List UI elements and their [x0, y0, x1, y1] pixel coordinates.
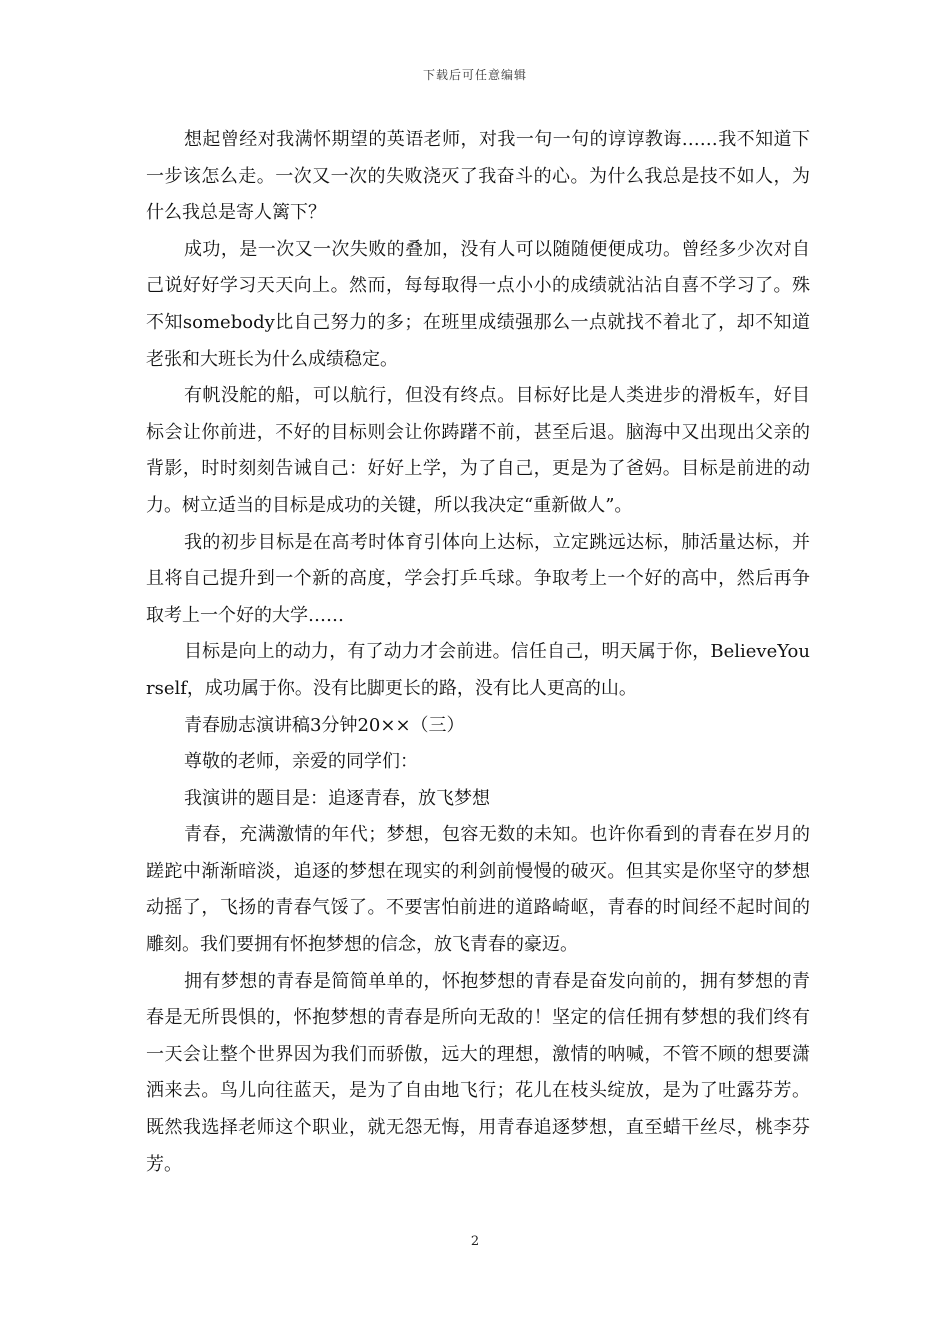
section-title: 青春励志演讲稿3分钟20××（三） [184, 714, 465, 736]
page-header: 下载后可任意编辑 [422, 68, 527, 82]
paragraph-youth-dream: 青春，充满激情的年代；梦想，包容无数的未知。也许你看到的青春在岁月的蹉跎中渐渐暗淡，追逐的梦想在现实的利剑前慢慢的破灭。但其实是你坚守的梦想动摇了，飞扬的青春气馁了。不要害怕前进的道路崎岖，青春的时间经不起时间的雕刻。我们要拥有怀抱梦想的信念，放飞青春的豪迈。 [146, 824, 810, 956]
speech-topic: 我演讲的题目是：追逐青春，放飞梦想 [184, 787, 490, 809]
paragraph-initial-goal: 我的初步目标是在高考时体育引体向上达标，立定跳远达标，肺活量达标，并且将自己提升到一个新的高度，学会打乒乓球。争取考上一个好的高中，然后再争取考上一个好的大学…… [146, 531, 810, 626]
paragraph-goal-boat: 有帆没舵的船，可以航行，但没有终点。目标好比是人类进步的滑板车，好目标会让你前进，不好的目标则会让你踌躇不前，甚至后退。脑海中又出现出父亲的背影，时时刻刻告诫自己：好好上学，为了自己，更是为了爸妈。目标是前进的动力。树立适当的目标是成功的关键，所以我决定“重新做人”。 [146, 385, 810, 516]
page-number: 2 [470, 1234, 480, 1249]
paragraph-teacher-memory: 想起曾经对我满怀期望的英语老师，对我一句一句的谆谆教诲……我不知道下一步该怎么走。一次又一次的失败浇灭了我奋斗的心。为什么我总是技不如人，为什么我总是寄人篱下？ [146, 129, 810, 224]
document-body [146, 122, 810, 1183]
paragraph-success: 成功，是一次又一次失败的叠加，没有人可以随随便便成功。曾经多少次对自己说好好学习天天向上。然而，每每取得一点小小的成绩就沾沾自喜不学习了。殊不知somebody比自己努力的多；在班里成绩强那么一点就找不着北了，却不知道老张和大班长为什么成绩稳定。 [146, 238, 810, 370]
greeting: 尊敬的老师，亲爱的同学们： [184, 751, 418, 773]
paragraph-believe-yourself: 目标是向上的动力，有了动力才会前进。信任自己，明天属于你，BelieveYourself，成功属于你。没有比脚更长的路，没有比人更高的山。 [146, 641, 810, 699]
paragraph-dream-youth: 拥有梦想的青春是简简单单的，怀抱梦想的青春是奋发向前的，拥有梦想的青春是无所畏惧的，怀抱梦想的青春是所向无敌的！坚定的信任拥有梦想的我们终有一天会让整个世界因为我们而骄傲，远大的理想，激情的呐喊，不管不顾的想要潇洒来去。鸟儿向往蓝天，是为了自由地飞行；花儿在枝头绽放，是为了吐露芬芳。既然我选择老师这个职业，就无怨无悔，用青春追逐梦想，直至蜡干丝尽，桃李芬芳。 [146, 970, 810, 1175]
